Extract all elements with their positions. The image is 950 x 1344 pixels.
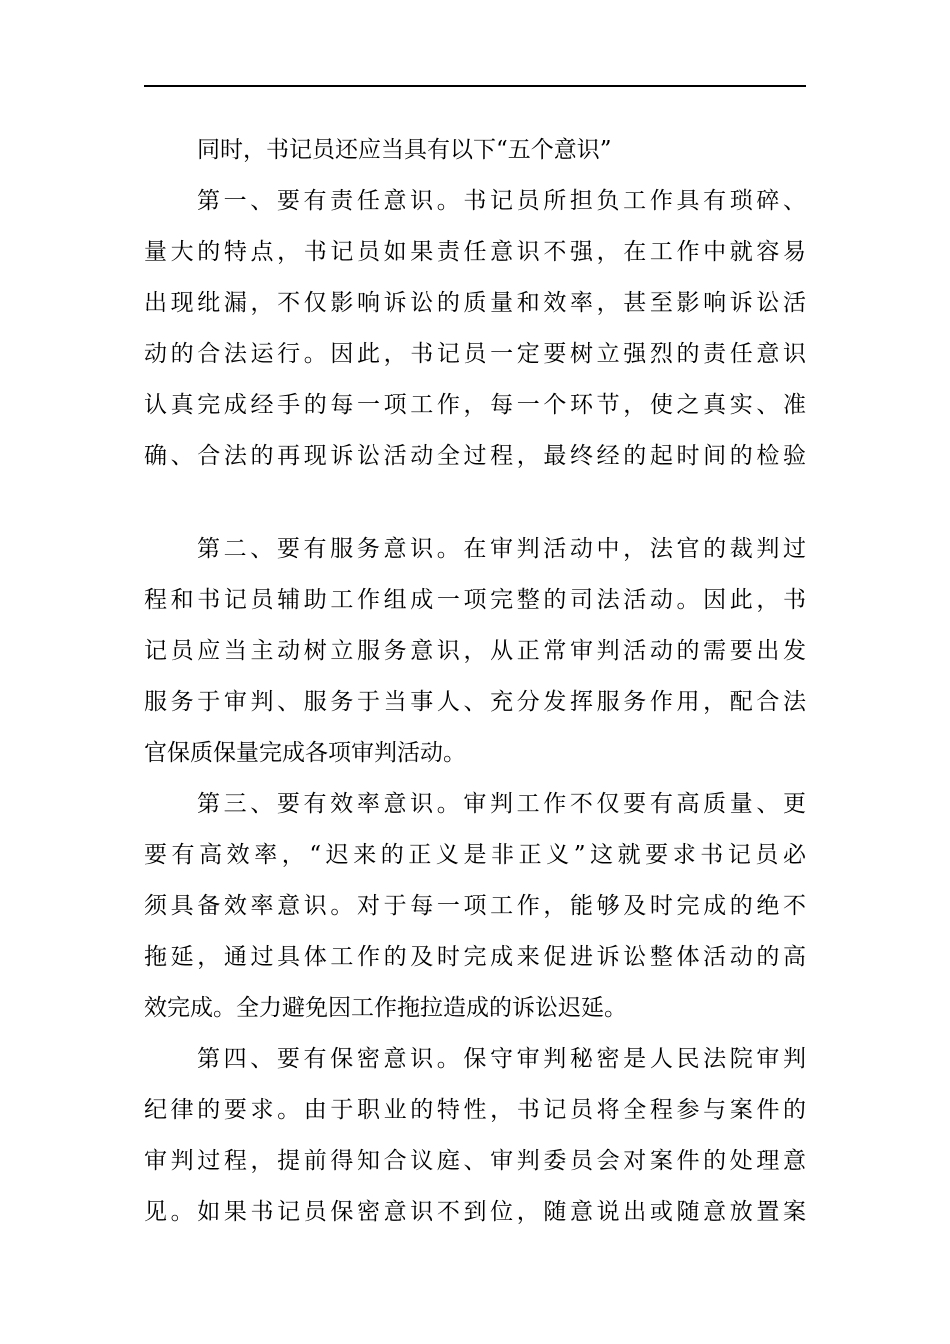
paragraph-1-line: 动的合法运行。因此，书记员一定要树立强烈的责任意识 xyxy=(144,341,806,367)
paragraph-2-line: 程和书记员辅助工作组成一项完整的司法活动。因此，书 xyxy=(144,587,806,613)
paragraph-3-line: 须具备效率意识。对于每一项工作，能够及时完成的绝不 xyxy=(144,893,806,919)
paragraph-4-line: 纪律的要求。由于职业的特性，书记员将全程参与案件的 xyxy=(144,1097,806,1123)
paragraph-1-line: 出现纰漏，不仅影响诉讼的质量和效率，甚至影响诉讼活 xyxy=(144,290,806,316)
paragraph-1-line: 量大的特点，书记员如果责任意识不强，在工作中就容易 xyxy=(144,239,806,265)
paragraph-1-line: 认真完成经手的每一项工作，每一个环节，使之真实、准 xyxy=(144,392,806,418)
paragraph-3-line: 要有高效率，“迟来的正义是非正义”这就要求书记员必 xyxy=(144,842,806,868)
paragraph-2-line: 官保质保量完成各项审判活动。 xyxy=(144,740,466,766)
header-rule xyxy=(144,85,806,87)
paragraph-2-line: 第二、要有服务意识。在审判活动中，法官的裁判过 xyxy=(197,536,806,562)
paragraph-2-line: 服务于审判、服务于当事人、充分发挥服务作用，配合法 xyxy=(144,689,806,715)
paragraph-4-line: 审判过程，提前得知合议庭、审判委员会对案件的处理意 xyxy=(144,1148,806,1174)
paragraph-3-line: 第三、要有效率意识。审判工作不仅要有高质量、更 xyxy=(197,791,806,817)
paragraph-1-line: 确、合法的再现诉讼活动全过程，最终经的起时间的检验 xyxy=(144,443,806,469)
paragraph-1-line: 第一、要有责任意识。书记员所担负工作具有琐碎、 xyxy=(197,188,806,214)
paragraph-intro-line: 同时，书记员还应当具有以下“五个意识” xyxy=(197,137,612,163)
paragraph-3-line: 拖延，通过具体工作的及时完成来促进诉讼整体活动的高 xyxy=(144,944,806,970)
paragraph-4-line: 见。如果书记员保密意识不到位，随意说出或随意放置案 xyxy=(144,1199,806,1225)
paragraph-2-line: 记员应当主动树立服务意识，从正常审判活动的需要出发 xyxy=(144,638,806,664)
paragraph-3-line: 效完成。全力避免因工作拖拉造成的诉讼迟延。 xyxy=(144,995,627,1021)
paragraph-4-line: 第四、要有保密意识。保守审判秘密是人民法院审判 xyxy=(197,1046,806,1072)
